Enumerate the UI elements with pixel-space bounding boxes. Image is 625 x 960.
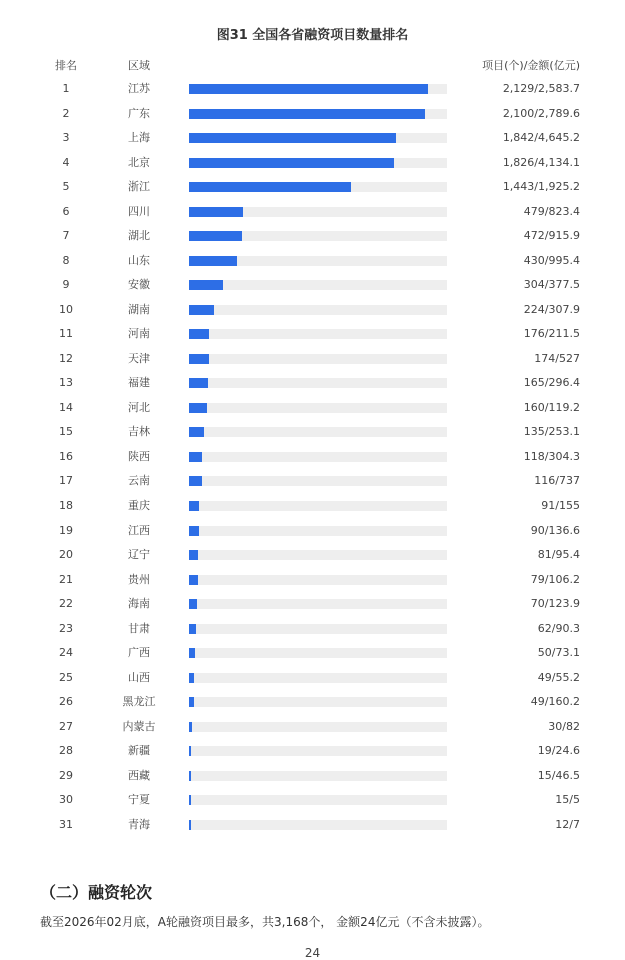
table-row (0, 79, 625, 99)
value-label: 116/737 (534, 474, 580, 488)
bar-track (189, 526, 447, 536)
region-label: 安徽 (128, 278, 150, 292)
table-row (0, 594, 625, 614)
value-label: 15/5 (555, 793, 580, 807)
table-row (0, 275, 625, 295)
table-row (0, 496, 625, 516)
bar-track (189, 305, 447, 315)
value-label: 224/307.9 (523, 302, 580, 316)
value-label: 118/304.3 (523, 449, 580, 463)
bar-track (189, 476, 447, 486)
bar (189, 476, 202, 486)
bar (189, 280, 223, 290)
region-label: 重庆 (128, 499, 150, 512)
table-row (0, 717, 625, 737)
bar (189, 207, 243, 217)
rank-label: 22 (59, 597, 73, 611)
bar (189, 403, 207, 413)
bar (189, 575, 198, 585)
bar-track (189, 427, 447, 437)
value-label: 1,842/4,645.2 (502, 131, 580, 145)
value-label: 479/823.4 (523, 204, 580, 218)
bar (189, 746, 191, 756)
value-label: 174/527 (534, 351, 580, 365)
value-label: 1,443/1,925.2 (502, 180, 580, 194)
region-label: 山西 (128, 670, 150, 684)
bar (189, 84, 428, 94)
bar-track (189, 378, 447, 388)
region-label: 浙江 (128, 180, 150, 194)
table-row (0, 202, 625, 222)
bar (189, 329, 209, 339)
bar-track (189, 599, 447, 609)
bar-track (189, 403, 447, 413)
region-label: 黑龙江 (122, 695, 156, 709)
rank-label: 2 (62, 106, 70, 120)
bar-track (189, 550, 447, 560)
bar-track (189, 231, 447, 241)
region-label: 湖北 (128, 229, 150, 243)
value-label: 2,100/2,789.6 (502, 106, 580, 120)
value-label: 15/46.5 (537, 768, 580, 782)
bar-track (189, 673, 447, 683)
rank-label: 13 (59, 376, 73, 390)
region-label: 海南 (128, 597, 150, 611)
table-row (0, 251, 625, 271)
bar-track (189, 624, 447, 634)
bar-track (189, 256, 447, 266)
region-label: 辽宁 (128, 548, 150, 562)
bar (189, 305, 214, 315)
bar-track (189, 84, 447, 94)
table-row (0, 643, 625, 663)
region-label: 河南 (128, 327, 150, 341)
rank-label: 10 (59, 302, 73, 316)
table-row (0, 104, 625, 124)
value-label: 12/7 (555, 817, 580, 831)
bar (189, 427, 204, 437)
value-label: 19/24.6 (537, 744, 580, 758)
rank-label: 15 (59, 425, 73, 439)
region-label: 广东 (128, 106, 150, 120)
bar (189, 673, 194, 683)
table-row (0, 153, 625, 173)
bar (189, 722, 192, 732)
value-label: 1,826/4,134.1 (502, 155, 580, 169)
rank-label: 9 (62, 278, 70, 292)
bar (189, 771, 191, 781)
bar-track (189, 280, 447, 290)
table-row (0, 447, 625, 467)
rank-label: 16 (59, 449, 73, 463)
region-label: 福建 (128, 376, 150, 390)
region-label: 青海 (128, 817, 150, 831)
bar (189, 378, 208, 388)
bar-track (189, 746, 447, 756)
value-label: 49/160.2 (530, 695, 580, 709)
region-label: 上海 (128, 131, 150, 145)
table-row (0, 471, 625, 491)
table-row (0, 619, 625, 639)
rank-label: 6 (62, 204, 70, 218)
bar (189, 452, 202, 462)
region-label: 北京 (128, 155, 150, 169)
value-label: 304/377.5 (523, 278, 580, 292)
region-label: 江苏 (128, 82, 150, 95)
region-label: 天津 (128, 351, 150, 365)
region-label: 江西 (128, 523, 150, 537)
column-header-rank: 排名 (55, 59, 77, 72)
bar-track (189, 697, 447, 707)
region-label: 甘肃 (128, 621, 150, 635)
page-number: 24 (304, 946, 321, 960)
bar-track (189, 648, 447, 658)
value-label: 70/123.9 (530, 597, 580, 611)
rank-label: 29 (59, 768, 73, 782)
value-label: 90/136.6 (530, 523, 580, 537)
bar-track (189, 820, 447, 830)
bar (189, 109, 425, 119)
region-label: 贵州 (128, 572, 150, 586)
table-row (0, 521, 625, 541)
bar (189, 231, 242, 241)
region-label: 陕西 (128, 449, 150, 463)
table-row (0, 300, 625, 320)
bar-track (189, 501, 447, 511)
rank-label: 23 (59, 621, 73, 635)
rank-label: 21 (59, 572, 73, 586)
value-label: 79/106.2 (530, 572, 580, 586)
table-row (0, 398, 625, 418)
value-label: 176/211.5 (523, 327, 580, 341)
column-header-values: 项目(个)/金额(亿元) (482, 59, 580, 72)
value-label: 81/95.4 (537, 548, 580, 562)
region-label: 河北 (128, 400, 150, 414)
table-row (0, 790, 625, 810)
region-label: 湖南 (128, 302, 150, 316)
bar-track (189, 109, 447, 119)
rank-label: 30 (59, 793, 73, 807)
bar (189, 501, 199, 511)
rank-label: 4 (62, 155, 70, 169)
bar (189, 133, 396, 143)
value-label: 2,129/2,583.7 (502, 82, 580, 95)
rank-label: 7 (62, 229, 70, 243)
region-label: 云南 (128, 474, 150, 488)
table-row (0, 373, 625, 393)
region-label: 内蒙古 (122, 719, 156, 733)
bar-track (189, 771, 447, 781)
rank-label: 11 (59, 327, 73, 341)
bar (189, 256, 237, 266)
bar (189, 820, 191, 830)
bar-track (189, 575, 447, 585)
table-row (0, 324, 625, 344)
region-label: 广西 (128, 646, 150, 660)
rank-label: 3 (62, 131, 70, 145)
table-row (0, 668, 625, 688)
table-row (0, 815, 625, 835)
table-row (0, 692, 625, 712)
region-label: 四川 (128, 204, 150, 218)
bar-track (189, 795, 447, 805)
bar (189, 158, 394, 168)
chart-title: 图31 全国各省融资项目数量排名 (216, 28, 409, 43)
section-heading: （二）融资轮次 (40, 883, 153, 902)
table-row (0, 128, 625, 148)
bar-track (189, 452, 447, 462)
region-label: 新疆 (128, 744, 150, 758)
bar (189, 526, 199, 536)
bar-track (189, 133, 447, 143)
table-row (0, 545, 625, 565)
region-label: 宁夏 (128, 793, 150, 807)
value-label: 160/119.2 (523, 400, 580, 414)
bar-track (189, 354, 447, 364)
table-row (0, 570, 625, 590)
bar (189, 795, 191, 805)
rank-label: 24 (59, 646, 73, 660)
table-row (0, 741, 625, 761)
rank-label: 19 (59, 523, 73, 537)
rank-label: 20 (59, 548, 73, 562)
table-row (0, 422, 625, 442)
bar-track (189, 158, 447, 168)
rank-label: 26 (59, 695, 73, 709)
rank-label: 18 (59, 499, 73, 512)
bar-track (189, 329, 447, 339)
bar (189, 624, 196, 634)
region-label: 吉林 (128, 425, 150, 439)
region-label: 山东 (128, 253, 150, 267)
value-label: 50/73.1 (537, 646, 580, 660)
region-label: 西藏 (128, 768, 150, 782)
value-label: 165/296.4 (523, 376, 580, 390)
rank-label: 17 (59, 474, 73, 488)
value-label: 430/995.4 (523, 253, 580, 267)
value-label: 135/253.1 (523, 425, 580, 439)
value-label: 30/82 (548, 719, 580, 733)
rank-label: 25 (59, 670, 73, 684)
value-label: 472/915.9 (523, 229, 580, 243)
rank-label: 12 (59, 351, 73, 365)
value-label: 49/55.2 (537, 670, 580, 684)
bar (189, 354, 209, 364)
column-header-region: 区域 (128, 59, 150, 72)
table-row (0, 349, 625, 369)
rank-label: 8 (62, 253, 70, 267)
section-paragraph: 截至2026年02月底，A轮融资项目最多，共3,168个， 金额24亿元（不含未披露）。 (40, 915, 490, 929)
bar (189, 697, 194, 707)
value-label: 91/155 (541, 499, 580, 512)
bar (189, 648, 195, 658)
table-row (0, 226, 625, 246)
rank-label: 27 (59, 719, 73, 733)
bar (189, 550, 198, 560)
value-label: 62/90.3 (537, 621, 580, 635)
rank-label: 1 (62, 82, 70, 95)
rank-label: 28 (59, 744, 73, 758)
rank-label: 14 (59, 400, 73, 414)
bar-track (189, 207, 447, 217)
table-row (0, 177, 625, 197)
rank-label: 31 (59, 817, 73, 831)
bar (189, 599, 197, 609)
bar-track (189, 182, 447, 192)
rank-label: 5 (62, 180, 70, 194)
bar (189, 182, 351, 192)
table-row (0, 766, 625, 786)
bar-track (189, 722, 447, 732)
